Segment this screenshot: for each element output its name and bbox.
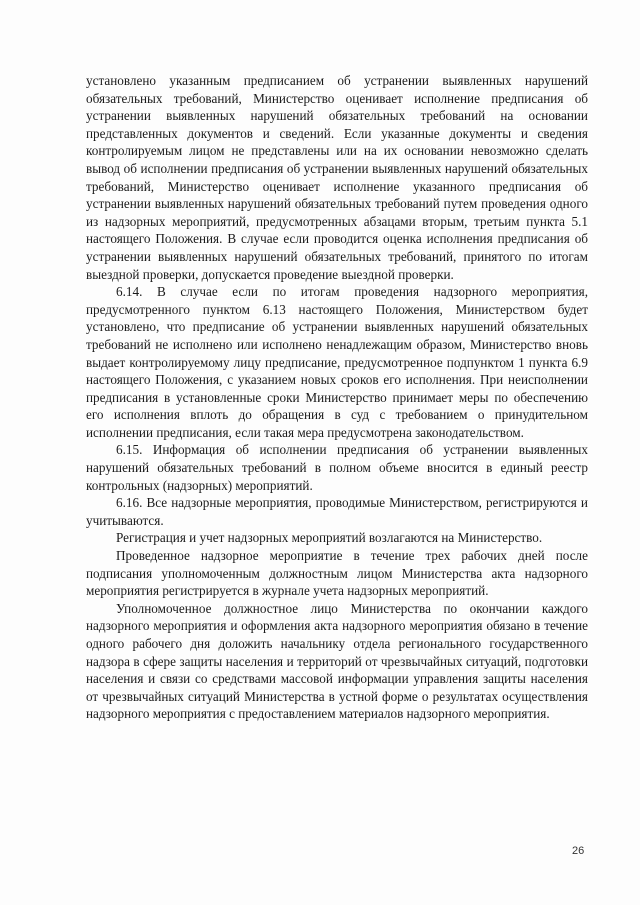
paragraph-6-14: 6.14. В случае если по итогам проведения надзорного мероприятия, предусмотренного пунктом 6.13 настоящего Положения, Министерством будет установлено, что предписание об устранении выявленных нарушений обязательных требований не исполнено или исполнено ненадлежащим образом, Министерство вновь выдает контролируемому лицу предписание, предусмотренное подпунктом 1 пункта 6.9 настоящего Положения, с указанием новых сроков его исполнения. При неисполнении предписания в установленные сроки Министерство принимает меры по обеспечению его исполнения вплоть до обращения в суд с требованием о принудительном исполнении предписания, если такая мера предусмотрена законодательством. bbox=[86, 284, 588, 440]
paragraph-6-15: 6.15. Информация об исполнении предписания об устранении выявленных нарушений обязательных требований в полном объеме вносится в единый реестр контрольных (надзорных) мероприятий. bbox=[86, 442, 588, 493]
page-number: 26 bbox=[572, 845, 585, 857]
paragraph-report: Уполномоченное должностное лицо Министерства по окончании каждого надзорного мероприятия и оформления акта надзорного мероприятия обязано в течение одного рабочего дня доложить начальнику отдела регионального государственного надзора в сфере защиты населения и территорий от чрезвычайных ситуаций, подготовки населения и связи со средствами массовой информации управления защиты населения от чрезвычайных ситуаций Министерства в устной форме о результатах осуществления надзорного мероприятия с предоставлением материалов надзорного мероприятия. bbox=[86, 600, 588, 722]
document-body bbox=[86, 72, 588, 723]
paragraph-6-16: 6.16. Все надзорные мероприятия, проводимые Министерством, регистрируются и учитываются. bbox=[86, 495, 588, 528]
paragraph-journal: Проведенное надзорное мероприятие в течение трех рабочих дней после подписания уполномоченным должностным лицом Министерства акта надзорного мероприятия регистрируется в журнале учета надзорных мероприятий. bbox=[86, 548, 588, 599]
paragraph-registration: Регистрация и учет надзорных мероприятий возлагаются на Министерство. bbox=[116, 530, 543, 546]
paragraph-continuation: установлено указанным предписанием об устранении выявленных нарушений обязательных требований, Министерство оценивает исполнение предписания об устранении выявленных нарушений обязательных требований на основании представленных документов и сведений. Если указанные документы и сведения контролируемым лицом не представлены или на их основании невозможно сделать вывод об исполнении предписания об устранении выявленных нарушений обязательных требований, Министерство оценивает исполнение указанного предписания об устранении выявленных нарушений обязательных требований путем проведения одного из надзорных мероприятий, предусмотренных абзацами вторым, третьим пункта 5.1 настоящего Положения. В случае если проводится оценка исполнения предписания об устранении выявленных нарушений обязательных требований, принятого по итогам выездной проверки, допускается проведение выездной проверки. bbox=[86, 73, 588, 282]
